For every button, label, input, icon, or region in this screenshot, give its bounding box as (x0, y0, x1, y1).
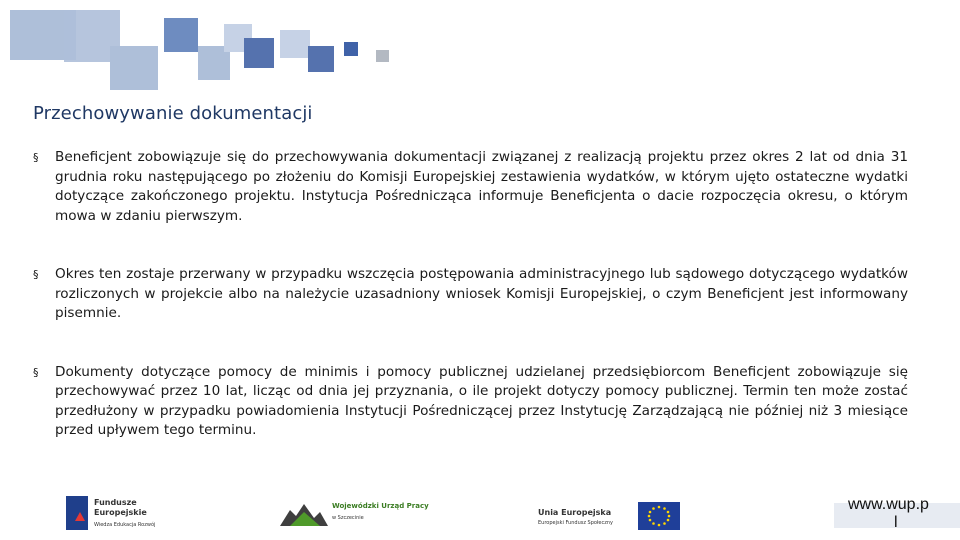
ue-logo-name: Unia Europejska (538, 508, 612, 517)
wup-hill-icon (280, 498, 328, 528)
ue-logo-sub: Europejski Fundusz Społeczny (538, 520, 613, 526)
bullet-item (33, 148, 908, 226)
decor-square (308, 46, 334, 72)
eu-flag-icon (638, 502, 680, 530)
fe-logo-line2: Europejskie (94, 508, 147, 517)
bullet-marker: § (33, 268, 39, 281)
bullet-item (33, 265, 908, 324)
decor-square (244, 38, 274, 68)
bullet-list (33, 148, 908, 441)
logo-unia-europejska (538, 500, 680, 532)
bullet-text: Beneficjent zobowiązuje się do przechowywania dokumentacji związanej z realizacją projektu przez okres 2 lat od dnia 31 grudnia roku następującego po złożeniu do Komisji Europejskiej zestawienia wydatków, w którym ujęto ostateczne wydatki dotyczące zakończonego projektu. Instytucja Pośrednicząca informuje Beneficjenta o dacie rozpoczęcia okresu, o którym mowa w zdaniu pierwszym. (55, 149, 908, 224)
wup-logo-name: Wojewódzki Urząd Pracy (332, 502, 429, 510)
footer (0, 488, 960, 540)
decor-square (344, 42, 358, 56)
logo-wup (280, 498, 440, 530)
decor-square (110, 46, 158, 90)
slide-title: Przechowywanie dokumentacji (33, 103, 313, 124)
fe-emblem-icon (66, 496, 88, 530)
website-url-continuation[interactable]: l (894, 514, 898, 531)
wup-logo-sub: w Szczecinie (332, 515, 364, 521)
website-url[interactable]: www.wup.p (848, 496, 929, 513)
fe-logo-line1: Fundusze (94, 498, 137, 507)
bullet-text: Dokumenty dotyczące pomocy de minimis i pomocy publicznej udzielanej przedsiębiorcom Beneficjent zobowiązuje się przechowywać przez 10 lat, licząc od dnia jej przyznania, o ile projekt dotyczy pomocy publicznej. Termin ten może zostać przedłużony w przypadku powiadomienia Instytucji Pośredniczącej przez Instytucję Zarządzającą nie później niż 3 miesiące przed upływem tego terminu. (55, 363, 908, 438)
bullet-marker: § (33, 151, 39, 164)
bullet-marker: § (33, 365, 39, 379)
bullet-item (33, 363, 908, 441)
bullet-text: Okres ten zostaje przerwany w przypadku wszczęcia postępowania administracyjnego lub sądowego dotyczącego wydatków rozliczonych w projekcie albo na należycie uzasadniony wniosek Komisji Europejskiej, o czym Beneficjent jest informowany pisemnie. (55, 266, 908, 321)
decor-square (280, 30, 310, 58)
fe-logo-line3: Wiedza Edukacja Rozwój (94, 522, 156, 528)
decor-square (164, 18, 198, 52)
logo-fundusze-europejskie (66, 496, 176, 532)
decor-square (376, 50, 389, 62)
